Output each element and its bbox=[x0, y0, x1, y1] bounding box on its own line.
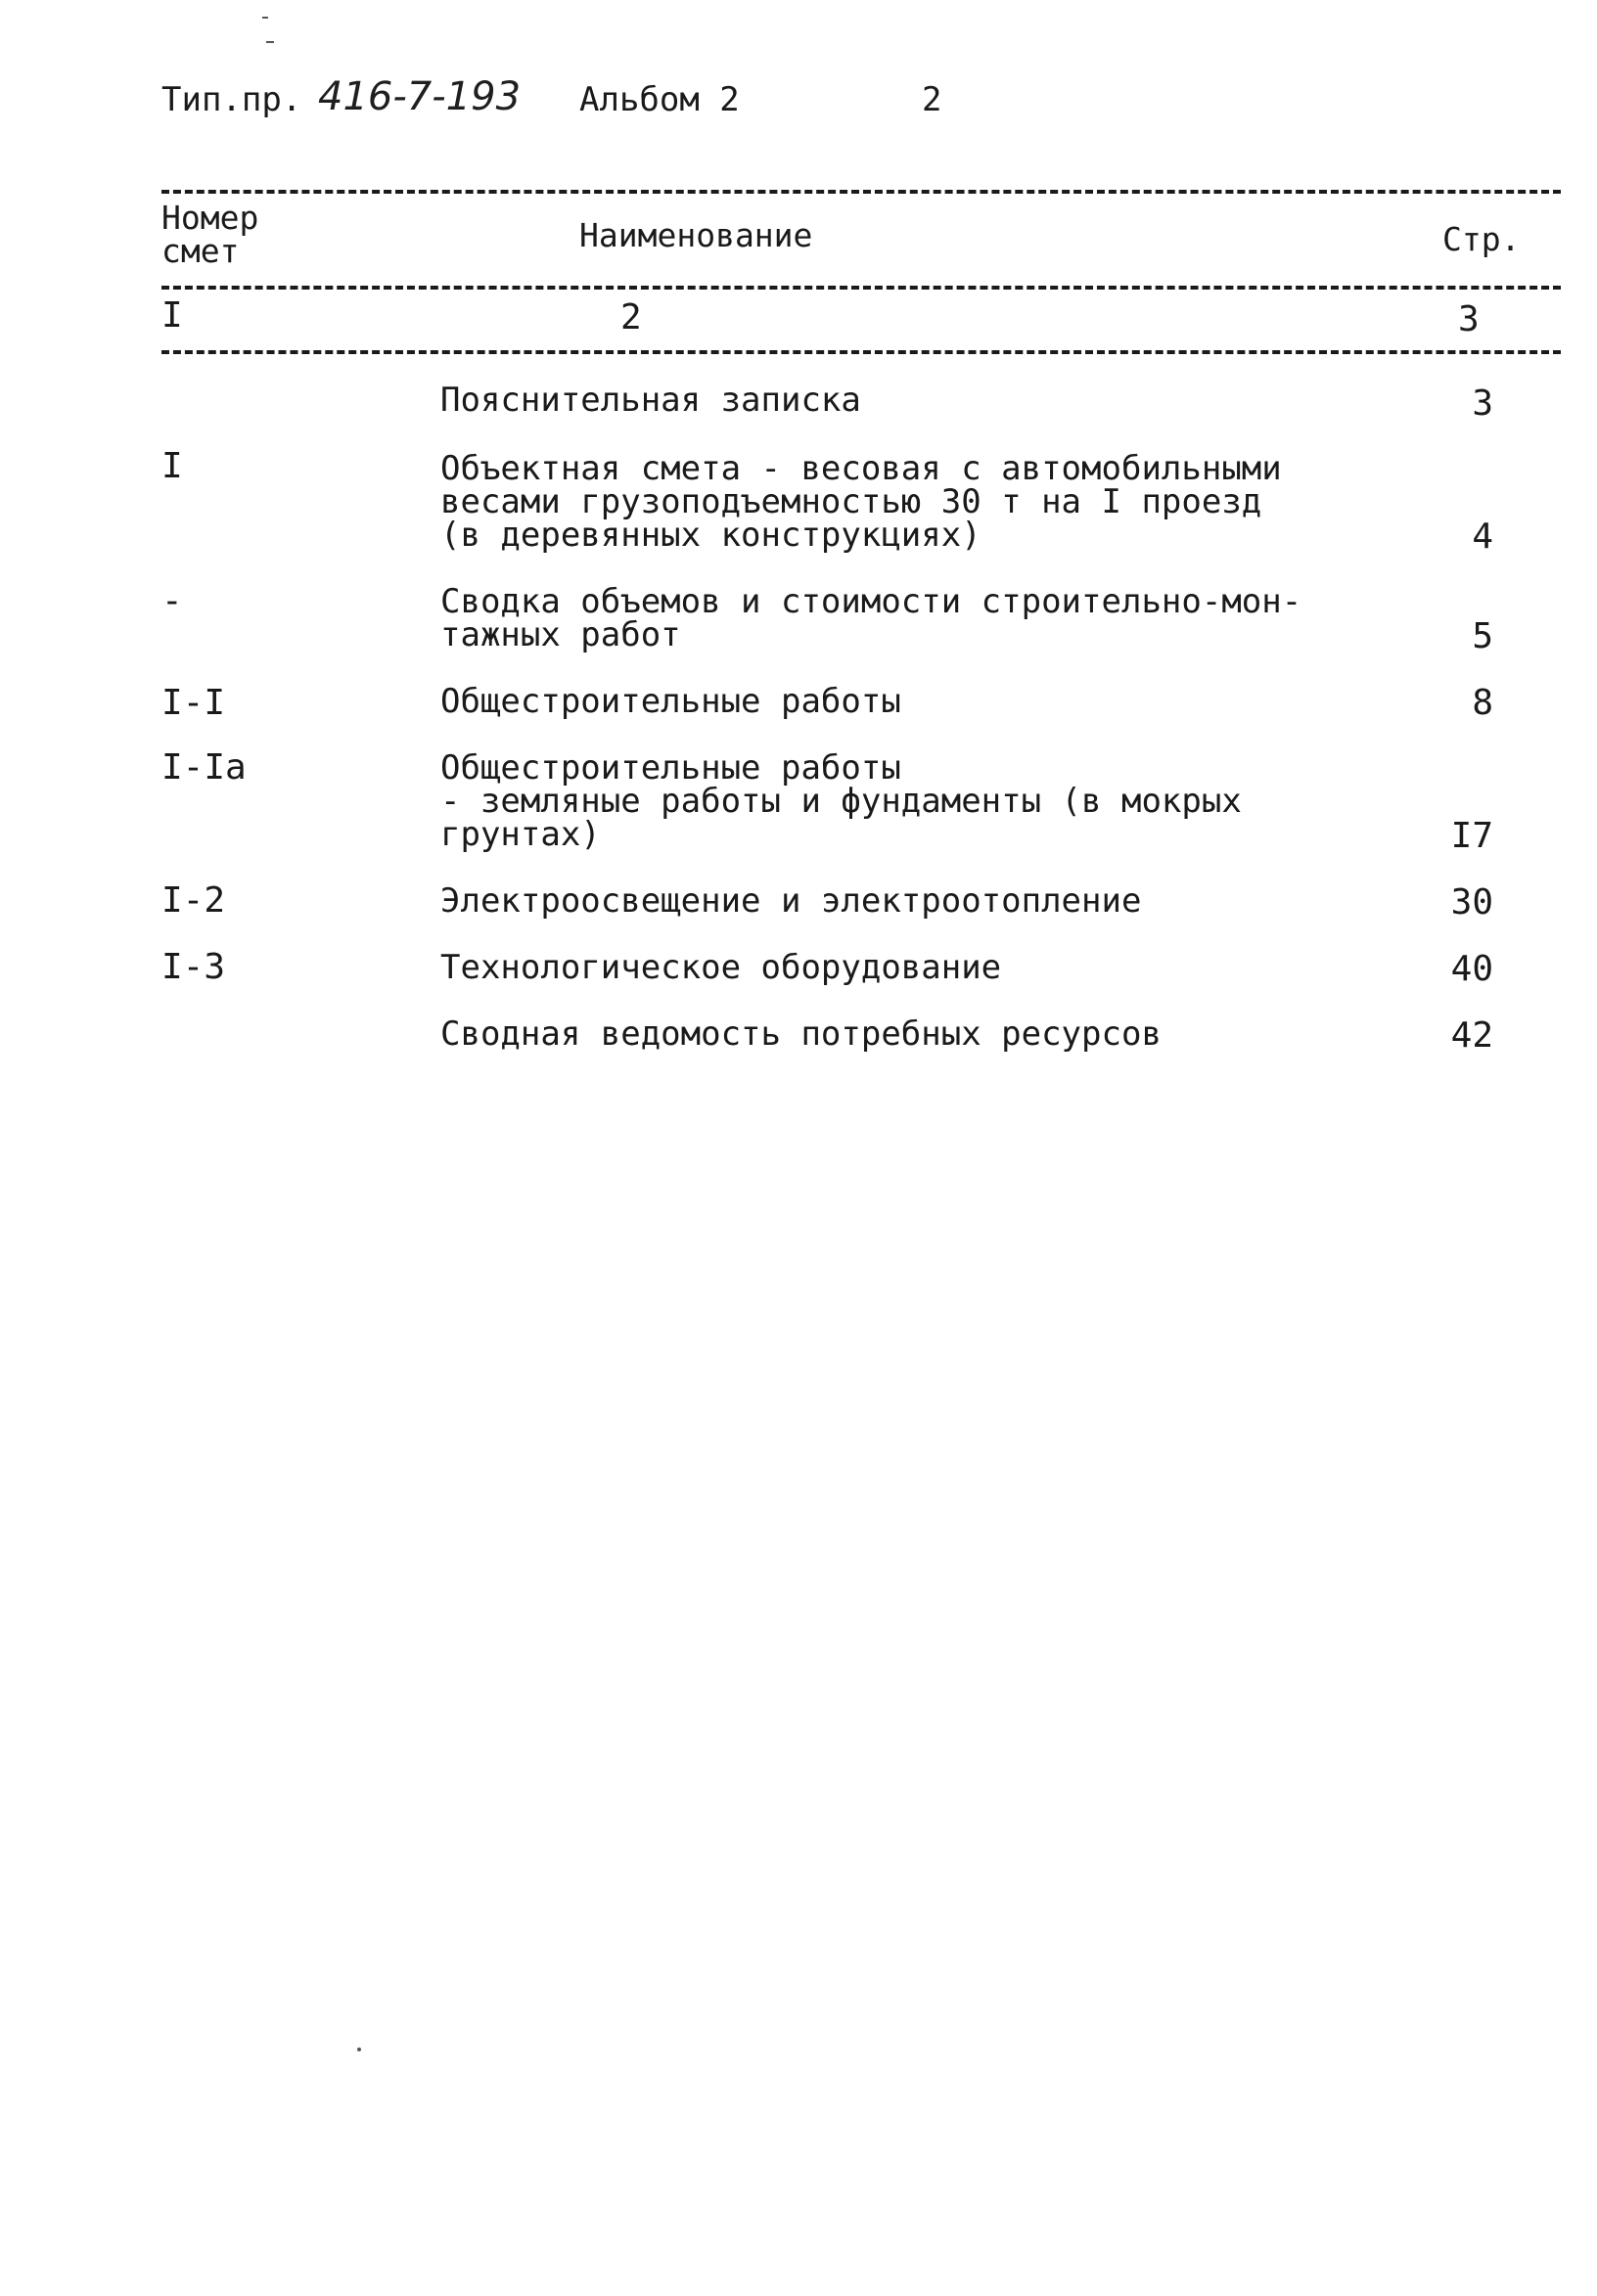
page-number: 2 bbox=[922, 80, 942, 119]
scan-speck bbox=[266, 41, 274, 43]
row-page: 4 bbox=[1472, 517, 1493, 557]
row-name: Технологическое оборудование bbox=[440, 948, 1002, 987]
scan-speck bbox=[357, 2048, 361, 2051]
row-page: 42 bbox=[1450, 1015, 1493, 1056]
row-code: I-3 bbox=[161, 947, 226, 987]
project-label: Тип.пр. bbox=[161, 80, 302, 119]
table-header-rule bbox=[161, 286, 1561, 290]
row-page: 30 bbox=[1450, 882, 1493, 923]
row-page: 5 bbox=[1472, 616, 1493, 656]
row-name: Объектная смета - весовая с автомобильными весами грузоподъемностью 30 т на I проезд (в деревянных конструкциях) bbox=[440, 449, 1282, 555]
row-code: I-I bbox=[161, 683, 226, 723]
project-number: 416-7-193 bbox=[318, 74, 522, 119]
row-name: Сводка объемов и стоимости строительно-мон- тажных работ bbox=[440, 582, 1302, 654]
table-top-rule bbox=[161, 190, 1561, 194]
column-header-name: Наименование bbox=[579, 216, 813, 254]
row-code: I-Ia bbox=[161, 747, 247, 788]
row-code: - bbox=[161, 581, 183, 621]
column-number-3: 3 bbox=[1458, 299, 1480, 339]
scan-speck bbox=[262, 17, 268, 19]
row-name: Пояснительная записка bbox=[440, 381, 861, 420]
row-page: I7 bbox=[1450, 816, 1493, 856]
row-page: 40 bbox=[1450, 949, 1493, 989]
row-name: Общестроительные работы bbox=[440, 682, 901, 721]
row-code: I bbox=[161, 446, 183, 486]
row-name: Сводная ведомость потребных ресурсов bbox=[440, 1014, 1162, 1054]
column-header-number: Номер смет bbox=[161, 199, 259, 270]
row-page: 8 bbox=[1472, 683, 1493, 723]
row-name: Электроосвещение и электроотопление bbox=[440, 881, 1142, 921]
table-numbers-rule bbox=[161, 350, 1561, 354]
column-number-2: 2 bbox=[620, 297, 642, 338]
row-code: I-2 bbox=[161, 880, 226, 921]
column-number-1: I bbox=[161, 295, 183, 336]
album-label: Альбом 2 bbox=[579, 80, 740, 119]
column-header-page: Стр. bbox=[1442, 220, 1521, 258]
row-name: Общестроительные работы - земляные работы и фундаменты (в мокрых грунтах) bbox=[440, 748, 1242, 854]
row-page: 3 bbox=[1472, 383, 1493, 424]
